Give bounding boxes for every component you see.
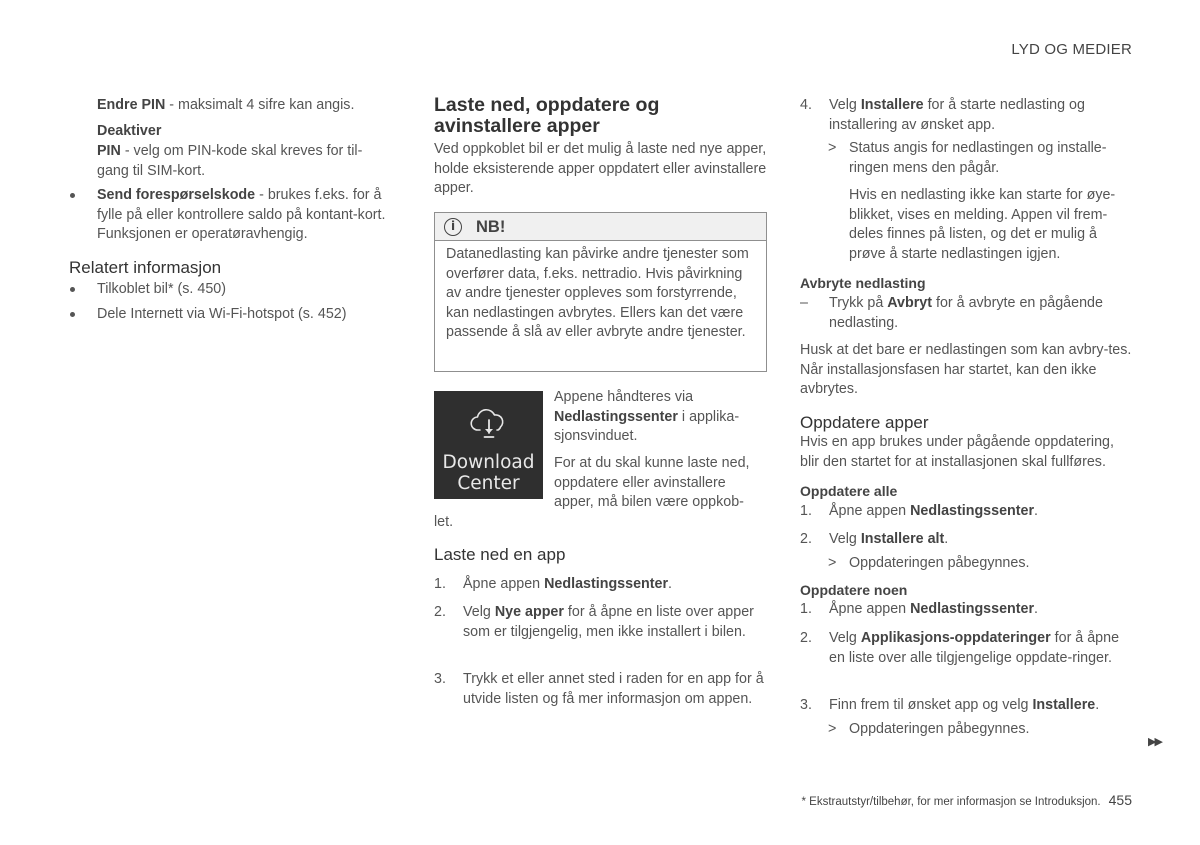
result-item: > Status angis for nedlastingen og installe-ringen mens den pågår.: [828, 140, 1107, 176]
step-item: 4. Velg Installere for å starte nedlasting og installering av ønsket app.: [800, 97, 1085, 133]
nb-text: Datanedlasting kan påvirke andre tjenester som overfører data, f.eks. nettradio. Hvis påvirkning av andre tjenester oppleves som forstyrrende, kan nedlastingen avbrytes. Ellers kan det være passende å slå av eller avbryte andre tjenester.: [446, 246, 749, 341]
abort-note: Husk at det bare er nedlastingen som kan avbry-tes. Når installasjonsfasen har startet, kan den ikke avbrytes.: [800, 342, 1132, 398]
term: Endre PIN: [97, 97, 166, 113]
sub-title: Laste ned en app: [434, 545, 566, 564]
update-all-title: Oppdatere alle: [800, 483, 898, 499]
section-title: Laste ned, oppdatere og avinstallere apper: [434, 94, 660, 137]
footnote: * Ekstrautstyr/tilbehør, for mer informasjon se Introduksjon.: [801, 796, 1101, 808]
step-item: 2. Velg Nye apper for å åpne en liste over apper som er tilgjengelig, men ikke installert i bilen.: [434, 604, 754, 640]
step-item: 2. Velg Installere alt.: [800, 531, 949, 547]
update-text: Hvis en app brukes under pågående oppdatering, blir den startet for at installasjonen skal fullføres.: [800, 434, 1114, 470]
step-item: 3. Trykk et eller annet sted i raden for en app for å utvide listen og få mer informasjon om appen.: [434, 671, 764, 707]
send-item: Send forespørselskode - brukes f.eks. for å fylle på eller kontrollere saldo på kontant-kort. Funksjonen er operatøravhengig.: [69, 186, 395, 245]
tile-text-2-tail: let.: [434, 514, 454, 530]
nb-title: NB!: [476, 218, 506, 236]
result-item: > Oppdateringen påbegynnes.: [828, 555, 1030, 571]
page-number: 455: [1108, 792, 1132, 808]
update-some-title: Oppdatere noen: [800, 582, 908, 598]
nb-header: [435, 213, 766, 241]
step-item: 1. Åpne appen Nedlastingssenter.: [434, 576, 673, 592]
step-item: 2. Velg Applikasjons-oppdateringer for å åpne en liste over alle tilgjengelige oppdate-ringer.: [800, 630, 1120, 666]
tile-label-line1: Download: [442, 452, 535, 473]
intro-text: Ved oppkoblet bil er det mulig å laste ned nye apper, holde eksisterende apper oppdatert eller avinstallere apper.: [434, 141, 767, 197]
step-item: 1. Åpne appen Nedlastingssenter.: [800, 601, 1039, 617]
related-link-2[interactable]: Dele Internett via Wi-Fi-hotspot (s. 452): [69, 305, 399, 325]
step-item: 1. Åpne appen Nedlastingssenter.: [800, 503, 1039, 519]
update-title: Oppdatere apper: [800, 413, 929, 432]
related-title: Relatert informasjon: [69, 258, 222, 277]
info-icon: i: [444, 218, 462, 236]
deaktiver-desc: PIN - velg om PIN-kode skal kreves for til-gang til SIM-kort.: [97, 143, 363, 179]
tile-text: Appene håndteres via Nedlastingssenter i applika-sjonsvinduet.: [554, 389, 740, 445]
abort-item: – Trykk på Avbryt for å avbryte en pågående nedlasting.: [800, 295, 1103, 331]
deaktiver-term: Deaktiver: [97, 123, 162, 139]
endre-pin-item: Endre PIN - maksimalt 4 sifre kan angis.: [97, 97, 355, 113]
nb-box: [434, 212, 767, 372]
step-item: 3. Finn frem til ønsket app og velg Installere.: [800, 697, 1100, 713]
fast-forward-icon: ▶▶: [1148, 736, 1161, 748]
result-note: Hvis en nedlasting ikke kan starte for øye-blikket, vises en melding. Appen vil frem-deles finnes på listen, og det er mulig å prøve å starte nedlastingen igjen.: [849, 187, 1116, 262]
cloud-download-icon: [470, 407, 508, 441]
tile-label-line2: Center: [457, 473, 520, 494]
tile-text-2: For at du skal kunne laste ned, oppdatere eller avinstallere apper, må bilen være oppkob-: [554, 455, 750, 511]
related-link-1[interactable]: Tilkoblet bil* (s. 450): [69, 280, 399, 300]
result-item: > Oppdateringen påbegynnes.: [828, 721, 1030, 737]
footer: [802, 792, 1132, 808]
section-header: LYD OG MEDIER: [1011, 41, 1132, 58]
abort-title: Avbryte nedlasting: [800, 275, 926, 291]
download-center-tile[interactable]: [434, 391, 543, 499]
